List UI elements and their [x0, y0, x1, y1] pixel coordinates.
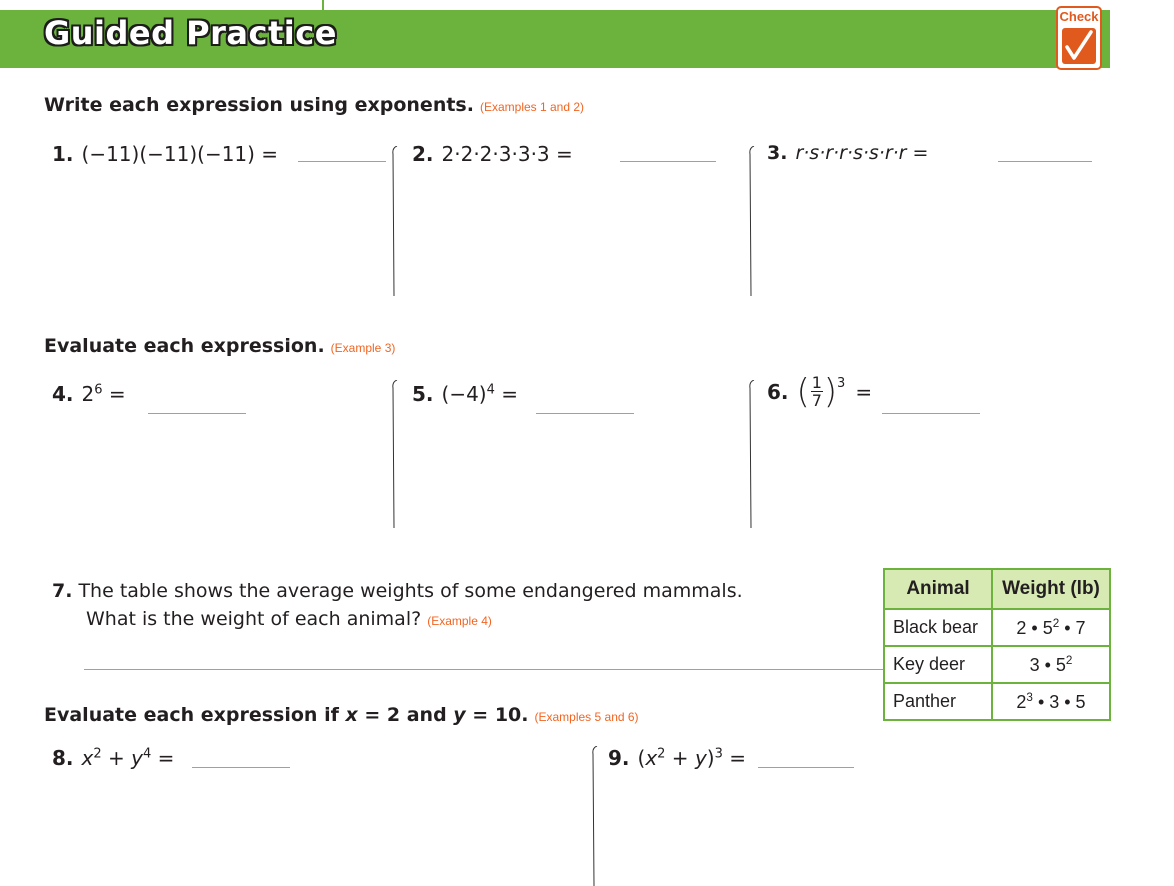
banner-notch [322, 0, 324, 10]
weight-part: • 3 • 5 [1032, 691, 1086, 712]
problem-number: 7. [52, 580, 73, 602]
problem-number: 4. [52, 382, 74, 406]
section-heading-evaluate-xy [44, 704, 639, 726]
problem-3 [767, 142, 928, 164]
answer-line-2[interactable] [620, 160, 716, 162]
table-header-weight: Weight (lb) [992, 569, 1110, 609]
work-divider [748, 146, 756, 298]
table-row [884, 683, 1110, 720]
weight-exponent: 3 [1026, 690, 1033, 704]
problem-expression: 2·2·2·3·3·3 = [441, 142, 573, 166]
problem-2 [412, 142, 573, 166]
heading-text: = 10. [465, 704, 529, 726]
section-heading-evaluate [44, 335, 395, 357]
heading-var-x: x [345, 704, 358, 726]
equals-sign: = [108, 382, 126, 406]
problem-text-line1: The table shows the average weights of some endangered mammals. [78, 580, 743, 602]
check-button[interactable] [1056, 6, 1102, 70]
weight-exponent: 2 [1065, 653, 1073, 667]
example-reference: (Examples 5 and 6) [534, 710, 639, 724]
left-paren: ( [796, 371, 810, 412]
fraction [811, 374, 823, 409]
problem-number: 1. [52, 142, 74, 166]
problem-base: (−4) [441, 382, 487, 406]
problem-expression: r·s·r·r·s·s·r·r = [795, 142, 929, 164]
page-title: Guided Practice [44, 14, 337, 52]
table-row [884, 646, 1110, 683]
problem-number: 5. [412, 382, 434, 406]
weight-part: • 7 [1059, 617, 1086, 638]
check-label: Check [1059, 9, 1099, 24]
problem-exponent: 3 [837, 376, 846, 391]
problem-1 [52, 142, 278, 166]
problem-number: 9. [608, 746, 630, 770]
table-header-animal: Animal [884, 569, 992, 609]
weight-part: 2 • 5 [1016, 617, 1053, 638]
problem-9: 9. $(x^2 + y)^3$ = [608, 746, 746, 770]
weight-part: 3 • 5 [1029, 654, 1066, 675]
work-divider [748, 380, 756, 530]
problem-5 [412, 382, 518, 406]
example-reference: (Examples 1 and 2) [479, 100, 585, 114]
heading-text: Write each expression using exponents. [44, 94, 474, 116]
answer-line-8[interactable] [192, 766, 290, 768]
checkmark-icon [1062, 28, 1096, 64]
fraction-denominator: 7 [811, 391, 822, 410]
problem-exponent: 4 [486, 382, 495, 398]
weight-part: 2 [1016, 691, 1027, 712]
section-heading-exponents [44, 94, 584, 116]
answer-line-9[interactable] [758, 766, 854, 768]
example-reference: (Example 3) [330, 341, 396, 355]
answer-line-5[interactable] [536, 412, 634, 414]
weight-exponent: 2 [1052, 616, 1060, 630]
problem-base: 2 [81, 382, 95, 406]
heading-var-y: y [453, 704, 466, 726]
answer-line-7[interactable] [84, 668, 884, 670]
work-divider [591, 746, 599, 886]
animal-cell: Panther [884, 683, 992, 720]
problem-number: 6. [767, 379, 789, 404]
work-divider [391, 146, 399, 298]
problem-text-line2: What is the weight of each animal? [86, 608, 422, 630]
answer-line-3[interactable] [998, 160, 1092, 162]
problem-number: 8. [52, 746, 74, 770]
weight-cell [992, 609, 1110, 646]
equals-sign: = [855, 379, 873, 404]
heading-text: Evaluate each expression. [44, 335, 325, 357]
problem-4 [52, 382, 126, 406]
weight-cell [992, 683, 1110, 720]
animal-cell: Key deer [884, 646, 992, 683]
weight-cell [992, 646, 1110, 683]
problem-6 [767, 371, 873, 412]
problem-7 [52, 577, 842, 635]
answer-line-1[interactable] [298, 160, 386, 162]
banner-top-strip [0, 0, 1110, 10]
example-reference: (Example 4) [427, 614, 492, 628]
fraction-numerator: 1 [811, 373, 822, 392]
answer-line-4[interactable] [148, 412, 246, 414]
problem-8: 8. $x^2 + y^4$ = [52, 746, 175, 770]
problem-expression: (−11)(−11)(−11) = [81, 142, 279, 166]
heading-text: Evaluate each expression if [44, 704, 346, 726]
problem-number: 2. [412, 142, 434, 166]
work-divider [391, 380, 399, 530]
weights-table [883, 568, 1111, 721]
table-row [884, 609, 1110, 646]
heading-text: = 2 and [357, 704, 454, 726]
problem-number: 3. [767, 142, 788, 164]
animal-cell: Black bear [884, 609, 992, 646]
right-paren: ) [823, 371, 838, 412]
table-header-row [884, 569, 1110, 609]
answer-line-6[interactable] [882, 412, 980, 414]
equals-sign: = [501, 382, 519, 406]
problem-exponent: 6 [94, 382, 103, 398]
